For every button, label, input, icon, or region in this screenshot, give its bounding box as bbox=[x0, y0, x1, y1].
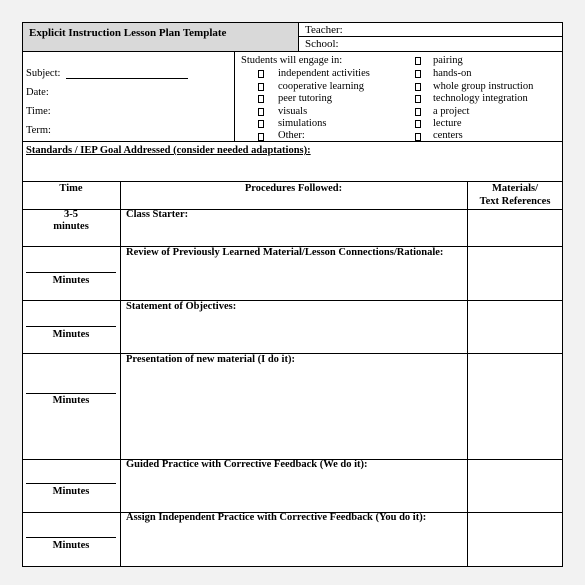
info-divider bbox=[234, 52, 235, 142]
school-label: School: bbox=[305, 38, 339, 50]
checkbox-pairing[interactable] bbox=[415, 57, 421, 65]
procedure-label: Assign Independent Practice with Corrective Feedback (You do it): bbox=[126, 512, 427, 523]
time-label: Time: bbox=[26, 106, 51, 117]
option-label: independent activities bbox=[278, 68, 370, 79]
option-label: visuals bbox=[278, 106, 308, 117]
procedure-label: Guided Practice with Corrective Feedback (We do it): bbox=[126, 459, 368, 470]
option-label: simulations bbox=[278, 118, 327, 129]
minutes-field[interactable] bbox=[26, 483, 116, 484]
page-title: Explicit Instruction Lesson Plan Template bbox=[29, 27, 227, 39]
procedure-label: Presentation of new material (I do it): bbox=[126, 354, 295, 365]
procedure-label: Review of Previously Learned Material/Lesson Connections/Rationale: bbox=[126, 247, 444, 258]
col-header-time: Time bbox=[59, 183, 83, 194]
option-label: technology integration bbox=[433, 93, 528, 104]
time-value: 3-5 bbox=[64, 209, 78, 220]
checkbox-peer-tutoring[interactable] bbox=[258, 95, 264, 103]
checkbox-project[interactable] bbox=[415, 108, 421, 116]
col-header-materials: Text References bbox=[479, 196, 551, 207]
time-value: Minutes bbox=[52, 540, 90, 551]
col-header-procedures: Procedures Followed: bbox=[244, 183, 343, 194]
option-label: whole group instruction bbox=[433, 81, 534, 92]
option-label: cooperative learning bbox=[278, 81, 364, 92]
checkbox-visuals[interactable] bbox=[258, 108, 264, 116]
checkbox-centers[interactable] bbox=[415, 133, 421, 141]
date-label: Date: bbox=[26, 87, 49, 98]
option-label: pairing bbox=[433, 55, 463, 66]
checkbox-lecture[interactable] bbox=[415, 120, 421, 128]
engage-heading: Students will engage in: bbox=[241, 55, 343, 66]
minutes-field[interactable] bbox=[26, 393, 116, 394]
option-label: lecture bbox=[433, 118, 462, 129]
option-label: peer tutoring bbox=[278, 93, 332, 104]
option-label: centers bbox=[433, 130, 463, 141]
subject-field[interactable] bbox=[66, 78, 188, 79]
checkbox-whole-group[interactable] bbox=[415, 83, 421, 91]
standards-label: Standards / IEP Goal Addressed (consider needed adaptations): bbox=[26, 145, 311, 156]
checkbox-independent-activities[interactable] bbox=[258, 70, 264, 78]
procedure-label: Statement of Objectives: bbox=[126, 301, 237, 312]
option-label: hands-on bbox=[433, 68, 472, 79]
col-header-materials: Materials/ bbox=[491, 183, 539, 194]
minutes-field[interactable] bbox=[26, 272, 116, 273]
checkbox-hands-on[interactable] bbox=[415, 70, 421, 78]
teacher-label: Teacher: bbox=[305, 24, 343, 36]
lesson-plan-page bbox=[22, 22, 563, 567]
time-value: Minutes bbox=[52, 329, 90, 340]
time-value: Minutes bbox=[52, 275, 90, 286]
checkbox-simulations[interactable] bbox=[258, 120, 264, 128]
minutes-field[interactable] bbox=[26, 537, 116, 538]
option-label: Other: bbox=[278, 130, 305, 141]
procedure-label: Class Starter: bbox=[126, 209, 189, 220]
teacher-field[interactable] bbox=[299, 22, 563, 37]
checkbox-other[interactable] bbox=[258, 133, 264, 141]
time-value: Minutes bbox=[52, 486, 90, 497]
minutes-field[interactable] bbox=[26, 326, 116, 327]
subject-label: Subject: bbox=[26, 68, 61, 79]
time-value: Minutes bbox=[52, 395, 90, 406]
title-bar bbox=[22, 22, 299, 52]
term-label: Term: bbox=[26, 125, 51, 136]
option-label: a project bbox=[433, 106, 470, 117]
checkbox-technology[interactable] bbox=[415, 95, 421, 103]
school-field[interactable] bbox=[299, 37, 563, 52]
table-row[interactable] bbox=[22, 301, 563, 353]
time-value: minutes bbox=[53, 221, 89, 232]
checkbox-cooperative-learning[interactable] bbox=[258, 83, 264, 91]
